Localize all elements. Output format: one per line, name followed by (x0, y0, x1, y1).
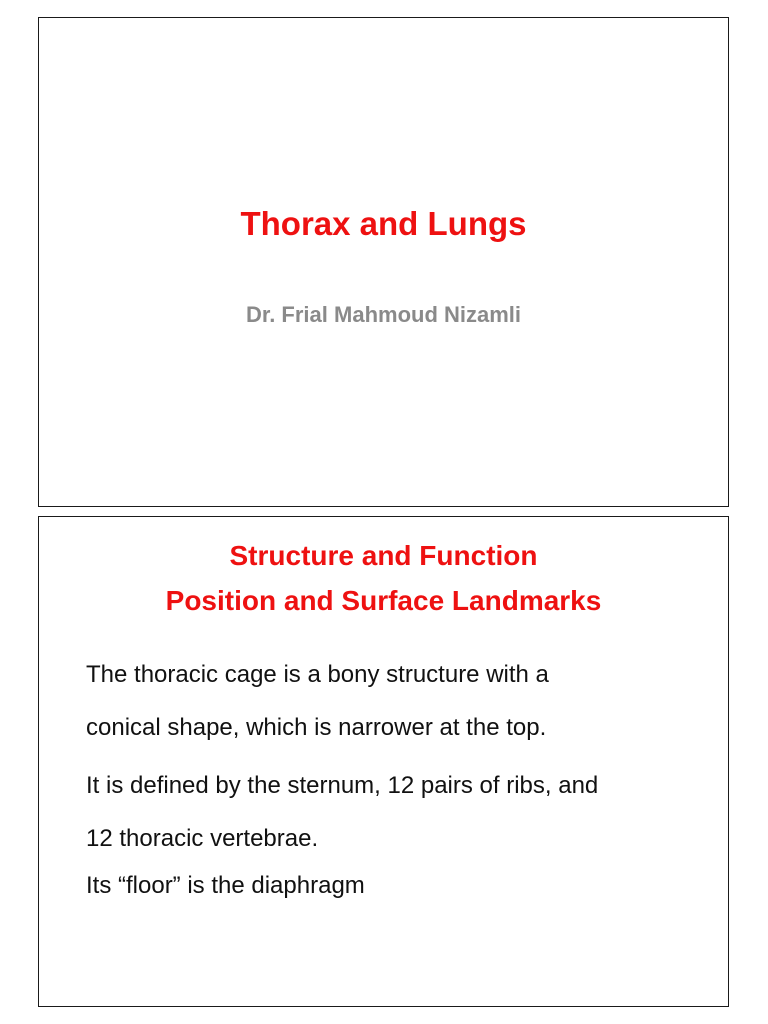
author-name: Dr. Frial Mahmoud Nizamli (245, 302, 522, 327)
slide-heading-line-1: Structure and Function (229, 540, 538, 571)
body-text-line: The thoracic cage is a bony structure with a (86, 661, 549, 688)
body-text-line: 12 thoracic vertebrae. (86, 825, 319, 852)
slide-heading-line-2: Position and Surface Landmarks (165, 585, 602, 616)
body-text-line: conical shape, which is narrower at the top. (86, 714, 547, 741)
slide-title: Thorax and Lungs (240, 205, 527, 242)
title-slide (38, 17, 729, 507)
body-text-line: It is defined by the sternum, 12 pairs of ribs, and (86, 772, 599, 799)
content-slide (38, 516, 729, 1007)
body-text-line: Its “floor” is the diaphragm (86, 872, 365, 899)
